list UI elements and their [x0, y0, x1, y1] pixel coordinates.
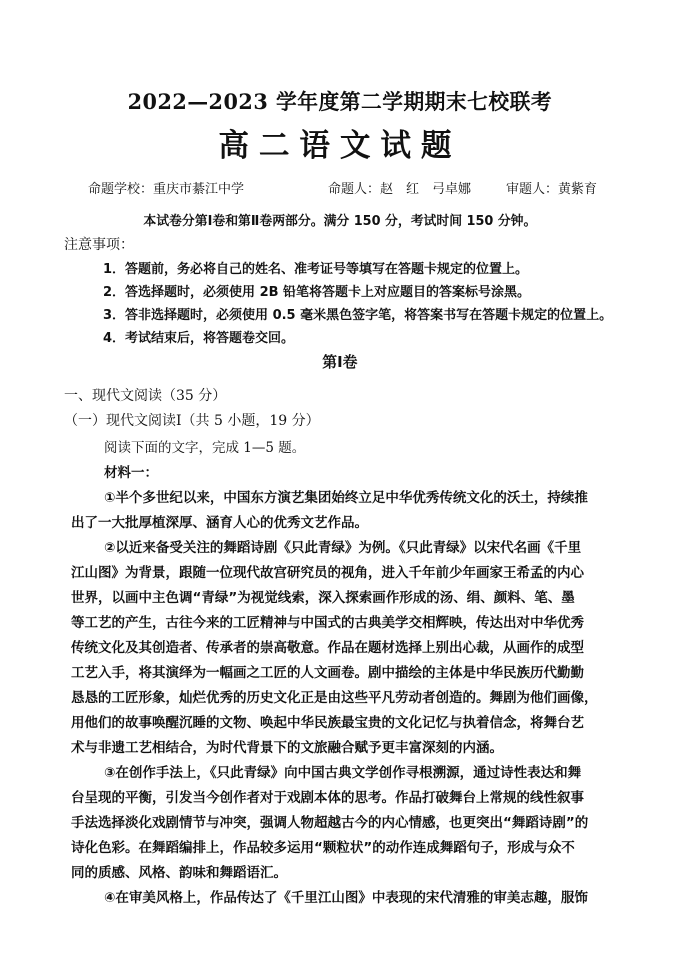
passage-line: 工艺入手，将其演绎为一幅画之工匠的人文画卷。剧中描绘的主体是中华民族历代勤勤	[71, 665, 584, 681]
authors-label: 命题人：赵 红 弓卓娜	[328, 182, 472, 197]
subject-title: 高二语文试题	[218, 128, 462, 164]
passage-line: 江山图》为背景，跟随一位现代故宫研究员的视角，进入千年前少年画家王希孟的内心	[71, 565, 584, 581]
passage-line: ③在创作手法上，《只此青绿》向中国古典文学创作寻根溯源，通过诗性表达和舞	[104, 765, 582, 781]
passage-line: 世界，以画中主色调“青绿”为视觉线索，深入探索画作形成的汤、绢、颜料、笔、墨	[71, 590, 575, 606]
passage-line: 台呈现的平衡，引发当今创作者对于戏剧本体的思考。作品打破舞台上常规的线性叙事	[71, 790, 584, 806]
exam-title: 2022—2023 学年度第二学期期末七校联考	[127, 89, 553, 114]
exam-intro: 本试卷分第Ⅰ卷和第Ⅱ卷两部分。满分 150 分，考试时间 150 分钟。	[143, 214, 537, 229]
note-item: 1．答题前，务必将自己的姓名、准考证号等填写在答题卡规定的位置上。	[103, 262, 529, 277]
passage-line: 同的质感、风格、韵味和舞蹈语汇。	[71, 865, 287, 881]
passage-line: 用他们的故事唤醒沉睡的文物、唤起中华民族最宝贵的文化记忆与执着信念，将舞台艺	[71, 715, 584, 731]
passage-line: 手法选择淡化戏剧情节与冲突，强调人物超越古今的内心情感，也更突出“舞蹈诗剧”的	[71, 815, 589, 831]
note-item: 3．答非选择题时，必须使用 0.5 毫米黑色签字笔，将答案书写在答题卡规定的位置上。	[103, 308, 613, 323]
passage-line: 传统文化及其创造者、传承者的崇高敬意。作品在题材选择上别出心裁，从画作的成型	[71, 640, 584, 656]
reviewer-label: 审题人：黄紫育	[506, 182, 598, 197]
passage-line: 诗化色彩。在舞蹈编排上，作品较多运用“颗粒状”的动作连成舞蹈句子，形成与众不	[71, 840, 575, 856]
passage-line: ④在审美风格上，作品传达了《千里江山图》中表现的宋代清雅的审美志趣，服饰	[104, 890, 588, 906]
reading-instruction: 阅读下面的文字，完成 1—5 题。	[104, 440, 306, 456]
volume-heading: 第Ⅰ卷	[322, 353, 358, 371]
subsection-heading: （一）现代文阅读Ⅰ（共 5 小题，19 分）	[64, 413, 320, 429]
notes-heading: 注意事项：	[64, 237, 134, 253]
passage-line: 术与非遗工艺相结合，为时代背景下的文旅融合赋予更丰富深刻的内涵。	[71, 740, 503, 756]
note-item: 2．答选择题时，必须使用 2B 铅笔将答题卡上对应题目的答案标号涂黑。	[103, 285, 531, 300]
school-label: 命题学校：重庆市綦江中学	[88, 182, 245, 197]
passage-line: 恳恳的工匠形象，灿烂优秀的历史文化正是由这些平凡劳动者创造的。舞剧为他们画像，	[71, 690, 598, 706]
note-item: 4．考试结束后，将答题卷交回。	[103, 331, 295, 346]
passage-line: 等工艺的产生，古往今来的工匠精神与中国式的古典美学交相辉映，传达出对中华优秀	[71, 615, 584, 631]
passage-line: ②以近来备受关注的舞蹈诗剧《只此青绿》为例。《只此青绿》以宋代名画《千里	[104, 540, 582, 556]
material-label: 材料一：	[104, 465, 158, 481]
section-heading: 一、现代文阅读（35 分）	[64, 388, 227, 404]
passage-line: ①半个多世纪以来，中国东方演艺集团始终立足中华优秀传统文化的沃土，持续推	[104, 490, 588, 506]
passage-line: 出了一大批厚植深厚、涵育人心的优秀文艺作品。	[71, 515, 368, 531]
